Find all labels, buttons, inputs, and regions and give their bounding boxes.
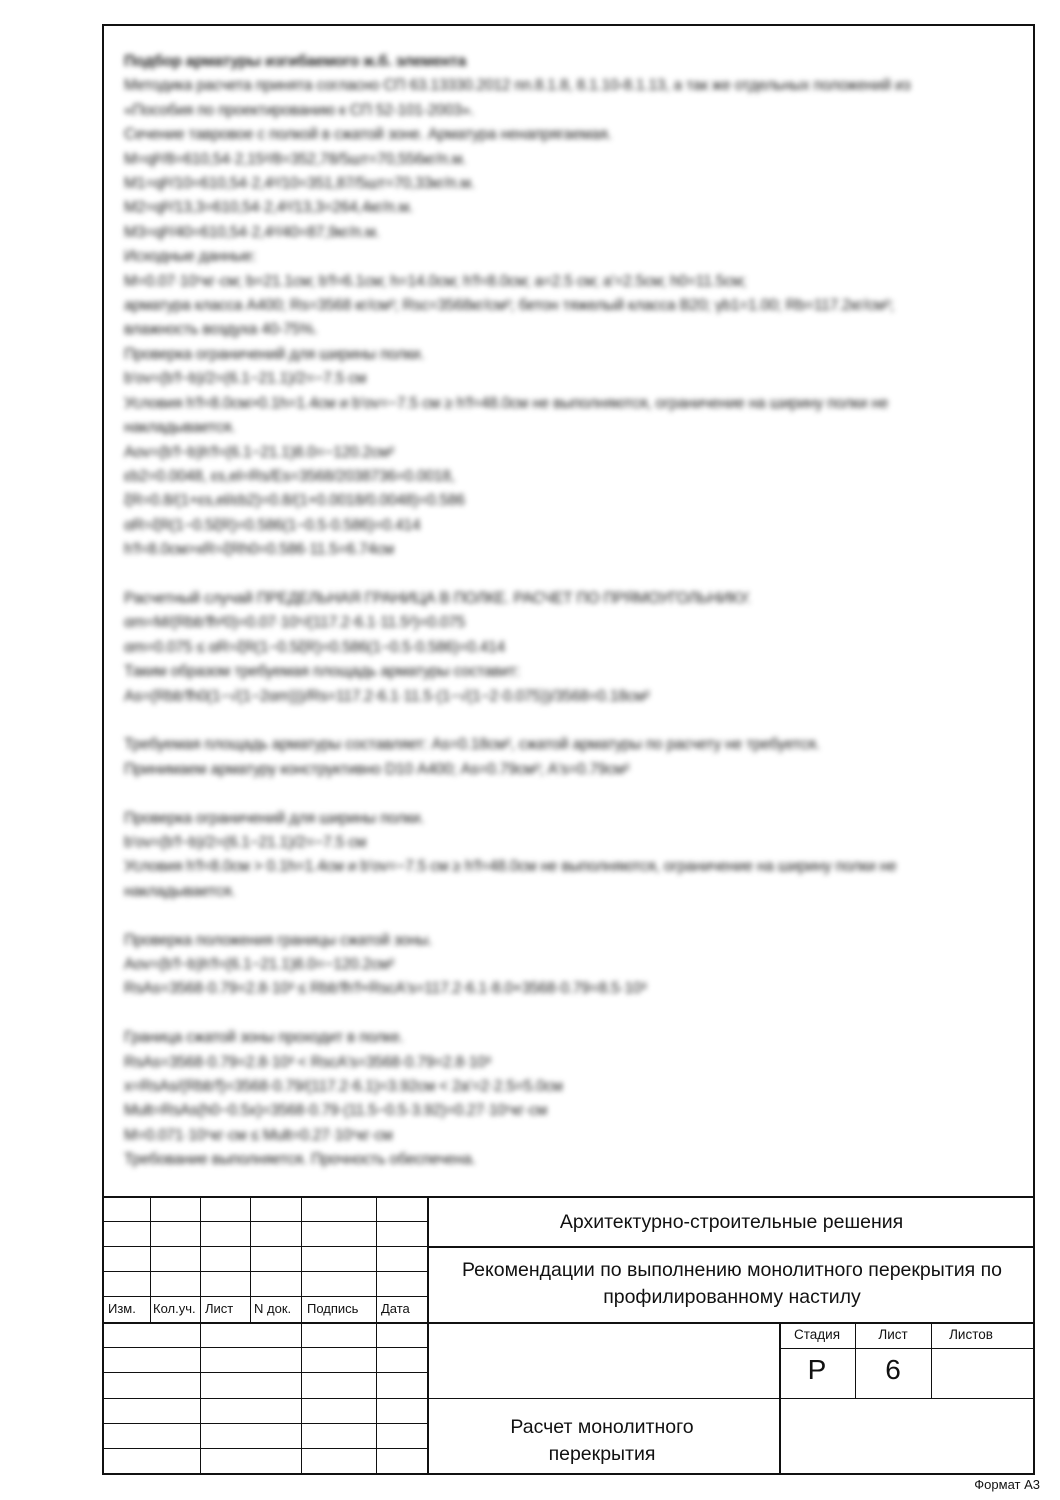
calc-line: «Пособия по проектированию к СП 52-101-2003». (124, 101, 475, 119)
calc-line (124, 782, 1004, 806)
sheet-title: Расчет монолитного перекрытия (510, 1416, 694, 1465)
calc-line: Требование выполняется. Прочность обеспечена. (124, 1151, 476, 1169)
stage-label: Стадия (793, 1327, 841, 1342)
header-izm: Изм. (108, 1301, 136, 1316)
calc-line (124, 904, 1004, 928)
calc-line: Проверка положения границы сжатой зоны. (124, 931, 433, 949)
header-data: Дата (381, 1301, 410, 1316)
calc-line: Исходные данные: (124, 248, 257, 266)
calc-line: Условия h'f=8.0см>0.1h=1.4см и b'ov=−7.5 см ≥ h'f=48.0см не выполняются, ограничение на ширину полки не (124, 394, 889, 412)
calc-line: M=0.07·10⁵кг·см; b=21.1см; b'f=6.1см; h=14.0см; h'f=8.0см; a=2.5 см; a'=2.5см; h0=11.5см; (124, 272, 747, 290)
calculation-text (124, 50, 1004, 1173)
calc-line: накладывается. (124, 419, 236, 437)
calc-line: Расчетный случай ПРЕДЕЛЬНАЯ ГРАНИЦА В ПОЛКЕ. РАСЧЕТ ПО ПРЯМОУГОЛЬНИКУ. (124, 589, 751, 607)
calc-line: M2=ql²/13,3=610,54·2,4²/13,3=264,4кг/п.м. (124, 199, 414, 217)
calc-line (124, 1002, 1004, 1026)
calc-line: Граница сжатой зоны проходит в полке. (124, 1029, 404, 1047)
calc-line: h'f=8.0см>xR=ξRh0=0.586·11.5=6.74см (124, 541, 394, 559)
calc-line: εb2=0.0048, εs,el=Rs/Es=3568/2038736=0.0018, (124, 467, 455, 485)
format-label: Формат А3 (974, 1477, 1040, 1492)
calc-line (124, 563, 1004, 587)
calc-line: M=0.071·10⁵кг·см ≤ Mult=0.27·10⁵кг·см (124, 1126, 393, 1144)
calc-line: b'ov=(b'f−b)/2=(6.1−21.1)/2=−7.5 см (124, 370, 367, 388)
calc-line: Aov=(b'f−b)h'f=(6.1−21.1)8.0=−120.2см² (124, 955, 395, 973)
title-block (102, 1196, 1035, 1475)
calc-line: арматура класса А400; Rs=3568 кг/см²; Rsc=3568кг/см²; бетон тяжелый класса В20; γb1=1.00; Rb=117.2кг/см²; (124, 297, 894, 315)
calc-line: αR=ξR(1−0.5ξR)=0.586(1−0.5·0.586)=0.414 (124, 516, 421, 534)
calc-line: As=(Rbb'fh0(1−√(1−2αm)))/Rs=117.2·6.1·11.5·(1−√(1−2·0.075))/3568=0.18см² (124, 687, 650, 705)
calc-line: M1=ql²/10=610,54·2,4²/10=351,87/5шт=70,33кг/п.м. (124, 175, 475, 193)
calc-line: Условия h'f=8.0см > 0.1h=1.4см и b'ov=−7.5 см ≥ h'f=48.0см не выполняются, ограничение на ширину полки не (124, 858, 897, 876)
sheet-label: Лист (878, 1327, 908, 1342)
calc-line: Подбор арматуры изгибаемого ж.б. элемента (124, 53, 466, 70)
sheet-value: 6 (885, 1354, 901, 1385)
calc-line (124, 709, 1004, 733)
calc-line: αm=M/(Rbb'fh²0)=0.07·10⁵/(117.2·6.1·11.5²)=0.075 (124, 614, 466, 632)
calc-line: Методика расчета принята согласно СП 63.13330.2012 пп.8.1.8, 8.1.10-8.1.13, а так же отдельных положений из (124, 77, 911, 95)
document-title: Рекомендации по выполнению монолитного перекрытия по профилированному настилу (462, 1259, 1002, 1308)
calc-line: Таким образом требуемая площадь арматуры составит: (124, 663, 521, 681)
header-n-dok: N док. (254, 1301, 292, 1316)
header-kol-uch: Кол.уч. (153, 1301, 196, 1316)
calc-line: влажность воздуха 40-75%. (124, 321, 318, 339)
calc-line: M=ql²/8=610,54·2,15²/8=352,78/5шт=70,556кг/п.м. (124, 150, 467, 168)
calc-line: Aov=(b'f−b)h'f=(6.1−21.1)8.0=−120.2см² (124, 443, 395, 461)
header-list: Лист (205, 1301, 234, 1316)
calc-line: M3=ql²/40=610,54·2,4²/40=87,9кг/п.м. (124, 223, 380, 241)
calc-line: RsAs=3568·0.79=2.8·10³ ≤ Rbb'fh'f+RscA's=117.2·6.1·8.0+3568·0.79=8.5·10³ (124, 980, 647, 998)
calc-line: Требуемая площадь арматуры составляет: As=0.18см², сжатой арматуры по расчету не требуется. (124, 736, 820, 754)
section-title: Архитектурно-строительные решения (559, 1211, 904, 1233)
calc-line: ξR=0.8/(1+εs,el/εb2)=0.8/(1+0.0018/0.0048)=0.586 (124, 492, 465, 510)
stage-value: Р (807, 1354, 827, 1385)
calc-line: Mult=RsAs(h0−0.5x)=3568·0.79·(11.5−0.5·3.92)=0.27·10⁵кг·см (124, 1102, 548, 1120)
sheets-label: Листов (949, 1327, 993, 1342)
calc-line: b'ov=(b'f−b)/2=(6.1−21.1)/2=−7.5 см (124, 833, 367, 851)
calc-line: RsAs=3568·0.79=2.8·10³ < RscA's=3568·0.79=2.8·10³ (124, 1053, 491, 1071)
calc-line: Проверка ограничений для ширины полки. (124, 809, 425, 827)
calc-line: Принимаем арматуру конструктивно D10 А400; As=0.79см²; A's=0.79см² (124, 760, 630, 778)
calc-line: накладывается. (124, 882, 236, 900)
calc-line: αm=0.075 ≤ αR=ξR(1−0.5ξR)=0.586(1−0.5·0.586)=0.414 (124, 638, 506, 656)
calc-line: x=RsAs/(Rbb'f)=3568·0.79/(117.2·6.1)=3.92см < 2a'=2·2.5=5.0см (124, 1077, 563, 1095)
calc-line: Сечение тавровое с полкой в сжатой зоне. Арматура ненапрягаемая. (124, 126, 612, 144)
header-podpis: Подпись (307, 1301, 359, 1316)
calc-line: Проверка ограничений для ширины полки. (124, 345, 425, 363)
